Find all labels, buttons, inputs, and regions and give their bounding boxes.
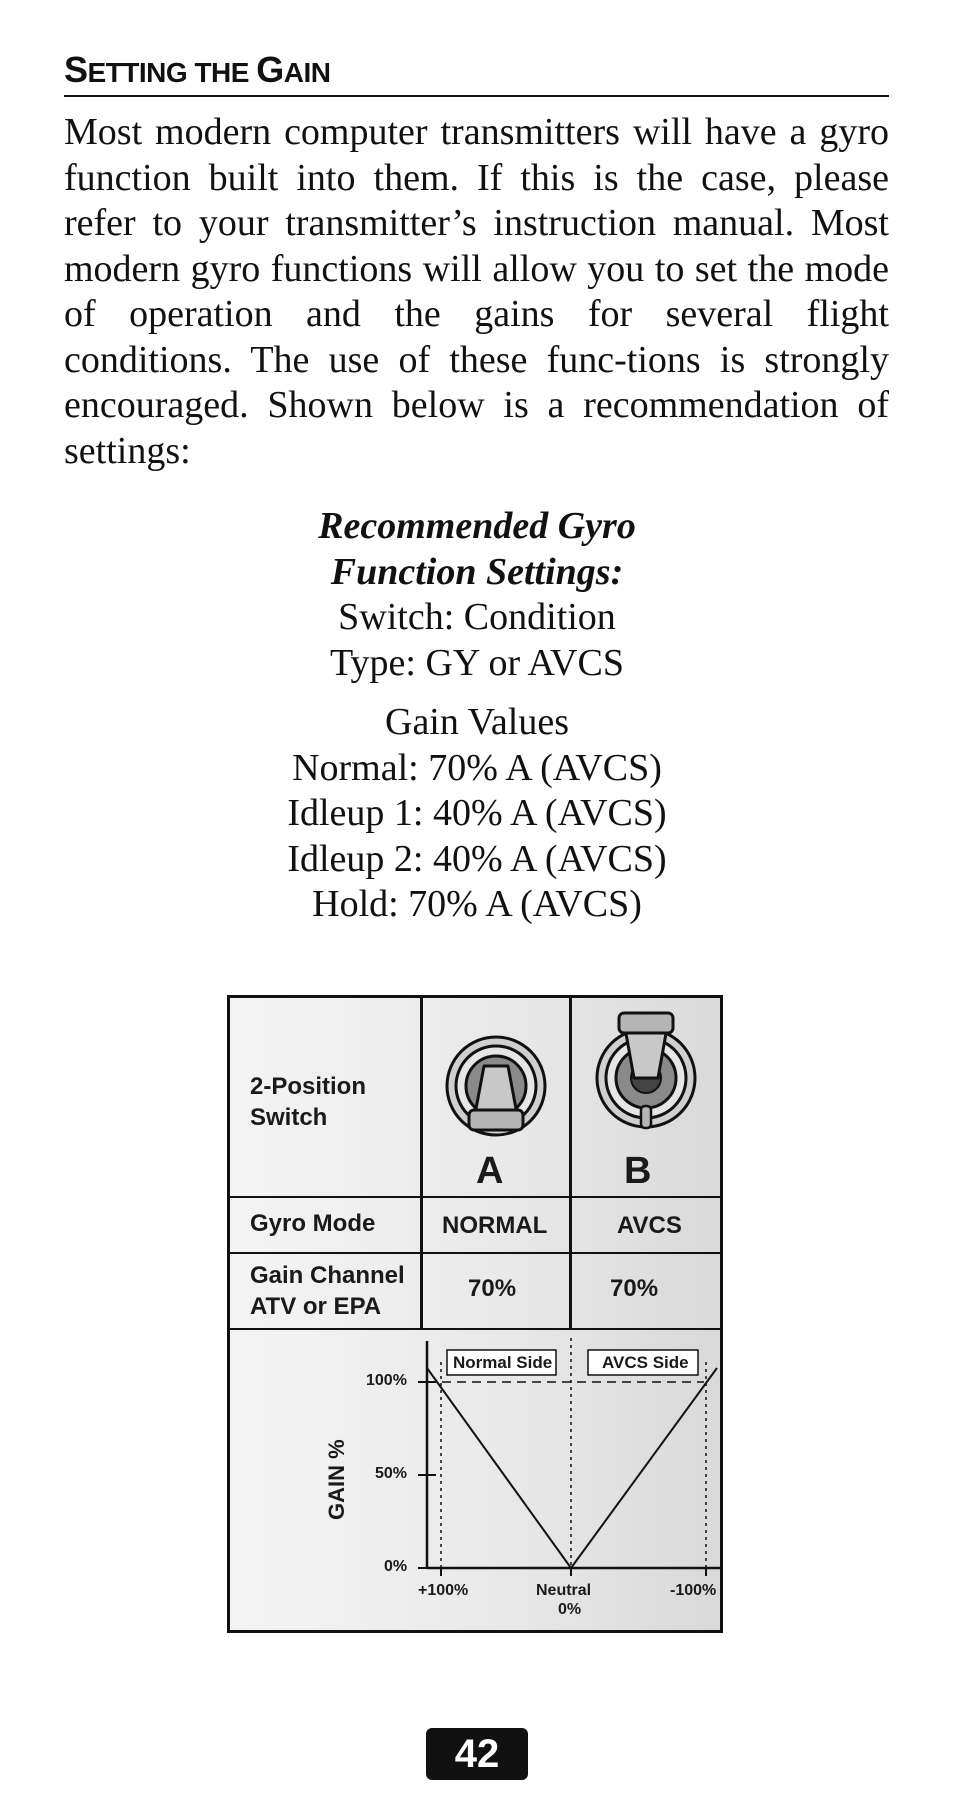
y-tick-50: 50% [375,1465,408,1482]
gain-channel-label: Gain Channel ATV or EPA [250,1262,405,1320]
gyro-switch-diagram [227,995,723,1633]
gain-b-value: 70% [610,1275,659,1302]
avcs-side-label: AVCS Side [602,1353,689,1372]
section-heading: SETTING THE GAIN [64,48,889,97]
type-setting: Type: GY or AVCS [330,641,624,684]
gyro-mode-a: NORMAL [442,1212,548,1239]
gain-graph [230,1328,720,1630]
row-divider-2 [230,1252,720,1254]
gyro-mode-b: AVCS [617,1212,682,1239]
position-b-label: B [624,1150,652,1192]
gain-idleup2: Idleup 2: 40% A (AVCS) [287,837,667,880]
page-number: 42 [426,1728,528,1780]
gain-values [0,700,954,928]
recommended-title-line2: Function Settings: [330,550,624,593]
switch-setting: Switch: Condition [338,596,616,638]
gain-curve [427,1368,717,1568]
gain-normal: Normal: 70% A (AVCS) [292,746,662,789]
x-tick-minus100: -100% [670,1582,717,1599]
row-divider-1 [230,1196,720,1198]
gain-a-value: 70% [468,1275,517,1302]
intro-paragraph: Most modern computer transmitters will have a gyro function built into them. If this is the case, please refer to your transmitter’s instruction manual. Most modern gyro functions will allow you to set the mode of operation and the gains for several flight conditions. The use of these func-tions is strongly encouraged. Shown below is a recommendation of settings: [64,111,889,472]
grid-divider-2 [569,998,572,1328]
y-tick-0: 0% [384,1558,408,1575]
recommended-title-line1: Recommended Gyro [318,505,636,547]
x-tick-neutral-0: 0% [558,1601,582,1618]
toggle-switch-a-icon [442,1010,550,1140]
gain-hold: Hold: 70% A (AVCS) [312,883,642,925]
toggle-switch-b-icon [592,1010,700,1132]
x-tick-plus100: +100% [418,1582,469,1599]
x-tick-neutral: Neutral [536,1582,592,1599]
gain-idleup1: Idleup 1: 40% A (AVCS) [287,792,667,834]
grid-divider-1 [420,998,423,1328]
recommended-settings [0,504,954,686]
switch-label: 2-Position Switch [250,1073,367,1131]
gyro-mode-label: Gyro Mode [250,1210,376,1237]
position-a-label: A [476,1150,504,1192]
y-tick-100: 100% [366,1372,407,1389]
graph-y-label: GAIN % [324,1439,349,1520]
normal-side-label: Normal Side [453,1353,553,1372]
gain-values-title: Gain Values [385,701,569,743]
